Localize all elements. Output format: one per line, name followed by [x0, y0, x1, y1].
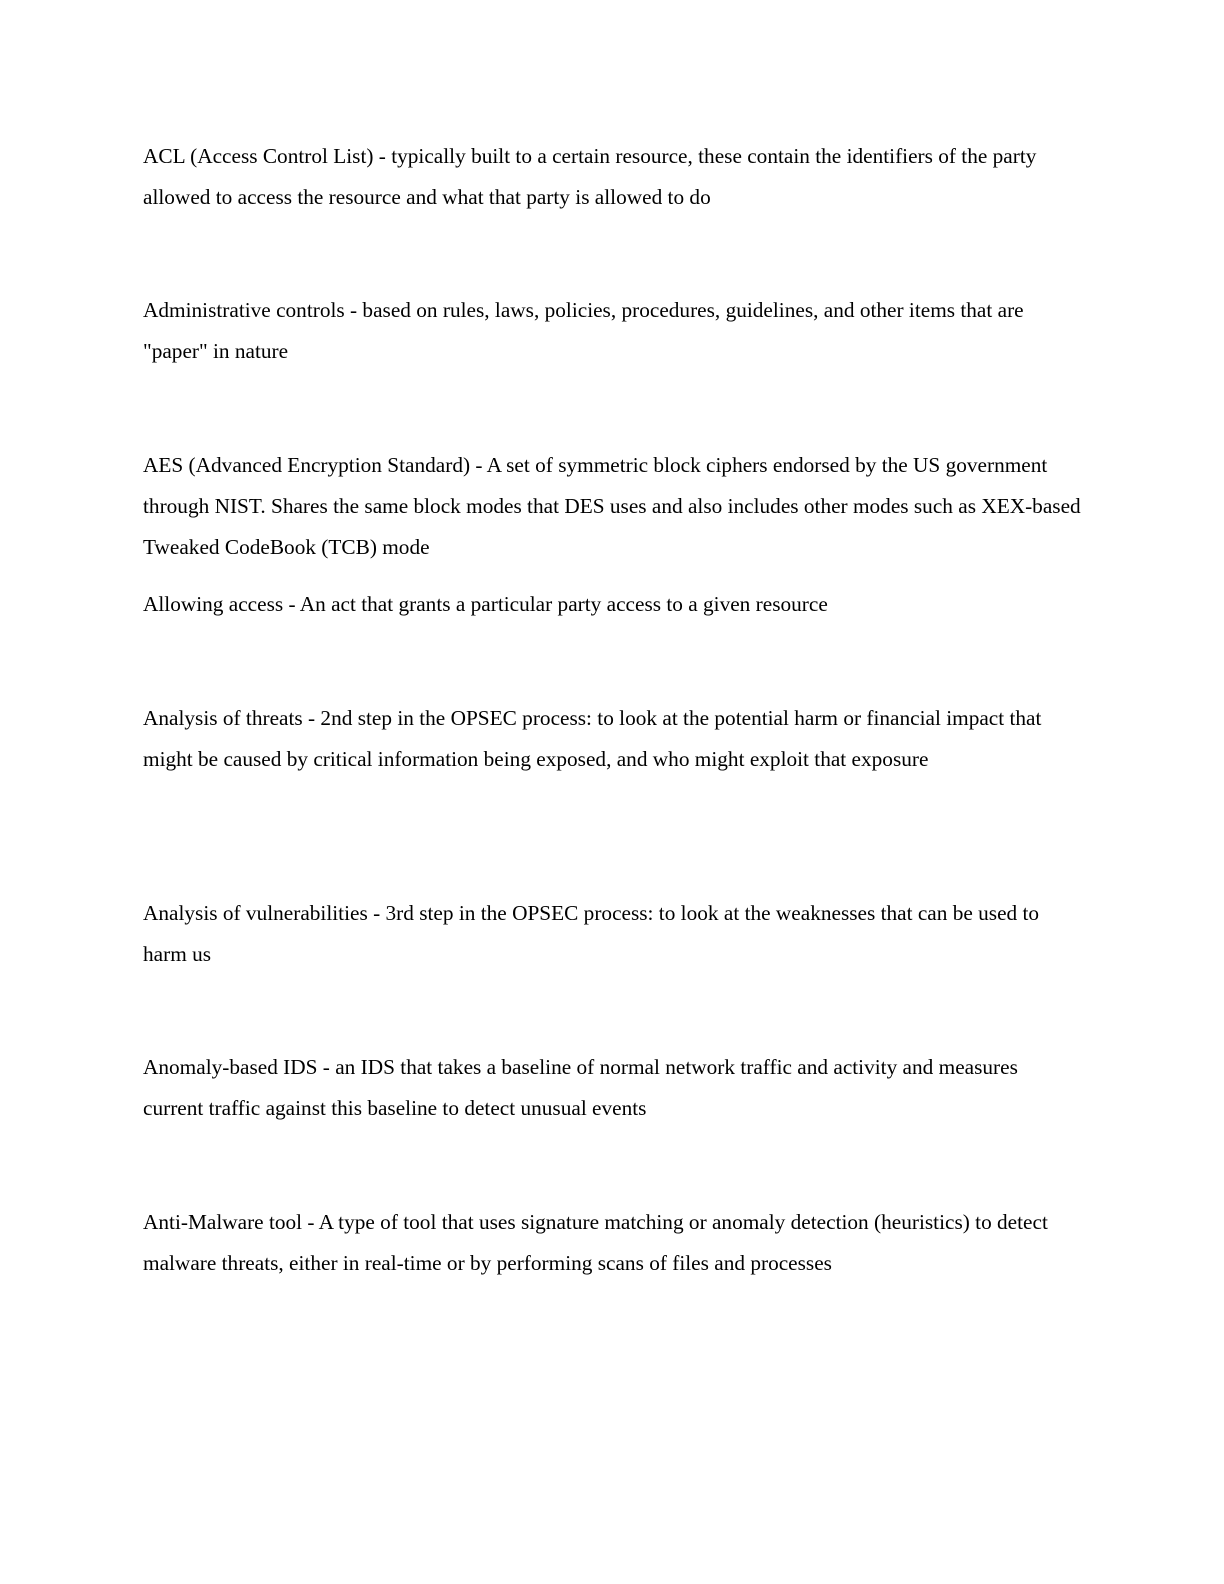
glossary-entry-administrative-controls: Administrative controls - based on rules, laws, policies, procedures, guidelines, and other items that are "paper" in nature — [143, 298, 1024, 363]
glossary-entry-analysis-of-threats: Analysis of threats - 2nd step in the OPSEC process: to look at the potential harm or financial impact that might be caused by critical information being exposed, and who might exploit that exposure — [143, 706, 1042, 771]
glossary-entry-allowing-access: Allowing access - An act that grants a particular party access to a given resource — [143, 592, 828, 616]
glossary-entry-acl: ACL (Access Control List) - typically built to a certain resource, these contain the identifiers of the party allowed to access the resource and what that party is allowed to do — [143, 144, 1037, 209]
glossary-entry-analysis-of-vulnerabilities: Analysis of vulnerabilities - 3rd step in the OPSEC process: to look at the weaknesses that can be used to harm us — [143, 901, 1040, 966]
glossary-entry-anti-malware-tool: Anti-Malware tool - A type of tool that uses signature matching or anomaly detection (heuristics) to detect malware threats, either in real-time or by performing scans of files and processes — [143, 1210, 1048, 1275]
glossary-entry-aes: AES (Advanced Encryption Standard) - A set of symmetric block ciphers endorsed by the US government through NIST. Shares the same block modes that DES uses and also includes other modes such as XEX-based Tweaked CodeBook (TCB) mode — [143, 453, 1081, 559]
glossary-entry-anomaly-based-ids: Anomaly-based IDS - an IDS that takes a baseline of normal network traffic and activity and measures current traffic against this baseline to detect unusual events — [143, 1055, 1018, 1120]
